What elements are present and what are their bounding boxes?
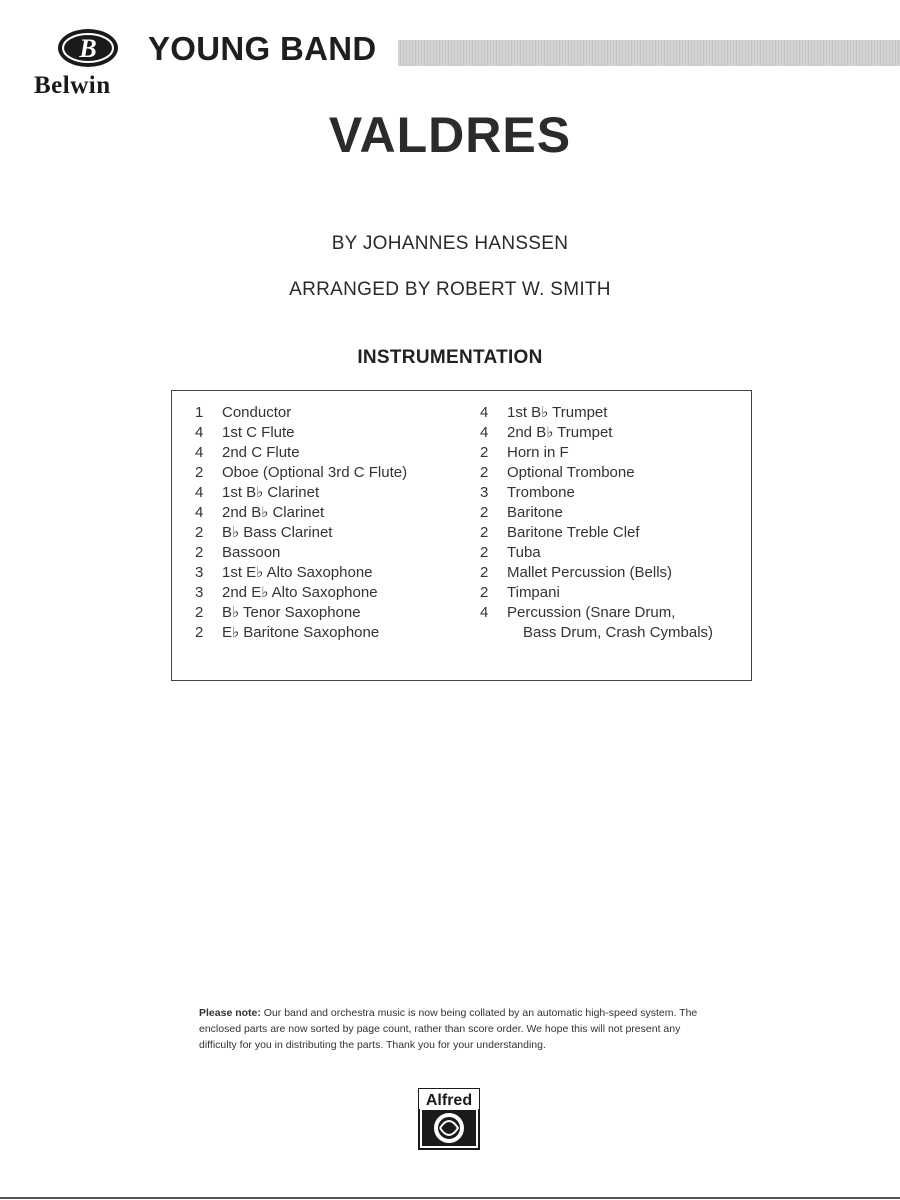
instrument-quantity: 4	[480, 404, 489, 421]
instrument-row	[480, 523, 750, 543]
instrument-quantity: 3	[480, 484, 489, 501]
instrument-name: Percussion (Snare Drum,	[507, 604, 676, 621]
instrument-row	[195, 423, 455, 443]
instrument-name: 1st B♭ Clarinet	[222, 484, 320, 501]
instrument-row	[480, 463, 750, 483]
instrument-row	[480, 543, 750, 563]
collation-note	[199, 1005, 719, 1053]
instrument-quantity: 3	[195, 584, 204, 601]
instrument-quantity: 4	[480, 604, 489, 621]
note-label: Please note:	[199, 1007, 261, 1019]
instrument-name: Baritone Treble Clef	[507, 524, 640, 541]
page-title: VALDRES	[328, 107, 572, 163]
belwin-b-logo-icon	[56, 26, 120, 70]
instrument-quantity: 2	[480, 564, 489, 581]
instrument-row	[480, 583, 750, 603]
instrument-quantity: 2	[480, 444, 489, 461]
page-bottom-border	[0, 1197, 900, 1199]
instrument-quantity: 3	[195, 564, 204, 581]
instrument-quantity: 2	[195, 524, 204, 541]
instrument-name: Baritone	[507, 504, 563, 521]
instrument-row	[480, 503, 750, 523]
instrument-row	[195, 443, 455, 463]
instrument-row	[195, 463, 455, 483]
instrument-row	[195, 563, 455, 583]
instrument-quantity: 2	[195, 544, 204, 561]
instrument-name: B♭ Bass Clarinet	[222, 524, 333, 541]
logo-wordmark: Belwin	[34, 72, 111, 99]
instrument-quantity: 2	[195, 604, 204, 621]
instrument-row	[480, 423, 750, 443]
series-bar	[398, 40, 900, 66]
instrument-name: 1st B♭ Trumpet	[507, 404, 608, 421]
instrument-name: 2nd B♭ Clarinet	[222, 504, 325, 521]
instrument-row	[195, 503, 455, 523]
instrument-quantity: 2	[480, 464, 489, 481]
instrument-name: 1st C Flute	[222, 424, 295, 441]
logo-letter: B	[79, 34, 97, 63]
instrument-name: 2nd C Flute	[222, 444, 300, 461]
instrument-quantity: 2	[480, 544, 489, 561]
instrument-quantity: 4	[195, 424, 204, 441]
instrumentation-heading: INSTRUMENTATION	[357, 347, 543, 368]
instrument-quantity: 4	[480, 424, 489, 441]
instrument-name: Mallet Percussion (Bells)	[507, 564, 673, 581]
note-text: Our band and orchestra music is now being collated by an automatic high-speed system. The enclosed parts are now sorted by page count, rather than score order. We hope this will not present any difficulty for you in distributing the parts. Thank you for your understanding.	[199, 1007, 698, 1051]
composer-credit: BY JOHANNES HANSSEN	[331, 233, 569, 254]
instrument-quantity: 4	[195, 504, 204, 521]
instrument-name: E♭ Baritone Saxophone	[222, 624, 380, 641]
instrument-quantity: 1	[195, 404, 204, 421]
instrument-row	[195, 603, 455, 623]
instrument-quantity: 2	[195, 624, 204, 641]
instrument-name: Bassoon	[222, 544, 281, 561]
arranger-credit: ARRANGED BY ROBERT W. SMITH	[289, 279, 611, 300]
instrument-name: Oboe (Optional 3rd C Flute)	[222, 464, 408, 481]
instrument-name-continuation: Bass Drum, Crash Cymbals)	[523, 624, 714, 641]
instrumentation-box	[171, 390, 752, 681]
instrument-name: Tuba	[507, 544, 541, 561]
instrument-row	[195, 583, 455, 603]
instrument-row	[480, 443, 750, 463]
instrument-quantity: 2	[480, 584, 489, 601]
instrument-name: Horn in F	[507, 444, 569, 461]
instrument-quantity: 4	[195, 484, 204, 501]
publisher-wordmark: Alfred	[425, 1092, 473, 1109]
instrument-quantity: 2	[195, 464, 204, 481]
instrument-row	[480, 563, 750, 583]
instrument-row	[195, 483, 455, 503]
instrument-row	[195, 523, 455, 543]
instrument-quantity: 2	[480, 524, 489, 541]
instrument-name: Conductor	[222, 404, 292, 421]
instrument-name: 2nd B♭ Trumpet	[507, 424, 613, 441]
instrument-row	[480, 483, 750, 503]
instrument-name: Timpani	[507, 584, 560, 601]
instrument-row	[195, 623, 455, 643]
alfred-logo-icon	[418, 1088, 480, 1150]
instrument-name: Trombone	[507, 484, 575, 501]
instrument-row	[195, 543, 455, 563]
instrument-row	[480, 603, 750, 623]
instrument-quantity: 4	[195, 444, 204, 461]
series-name: YOUNG BAND	[148, 30, 377, 67]
instrument-row	[480, 403, 750, 423]
instrument-name: 1st E♭ Alto Saxophone	[222, 564, 373, 581]
instrument-name: 2nd E♭ Alto Saxophone	[222, 584, 378, 601]
instrument-name: B♭ Tenor Saxophone	[222, 604, 361, 621]
instrument-row	[195, 403, 455, 423]
instrument-quantity: 2	[480, 504, 489, 521]
instrumentation-right-column	[480, 403, 750, 643]
instrumentation-left-column	[195, 403, 455, 643]
instrument-name: Optional Trombone	[507, 464, 635, 481]
